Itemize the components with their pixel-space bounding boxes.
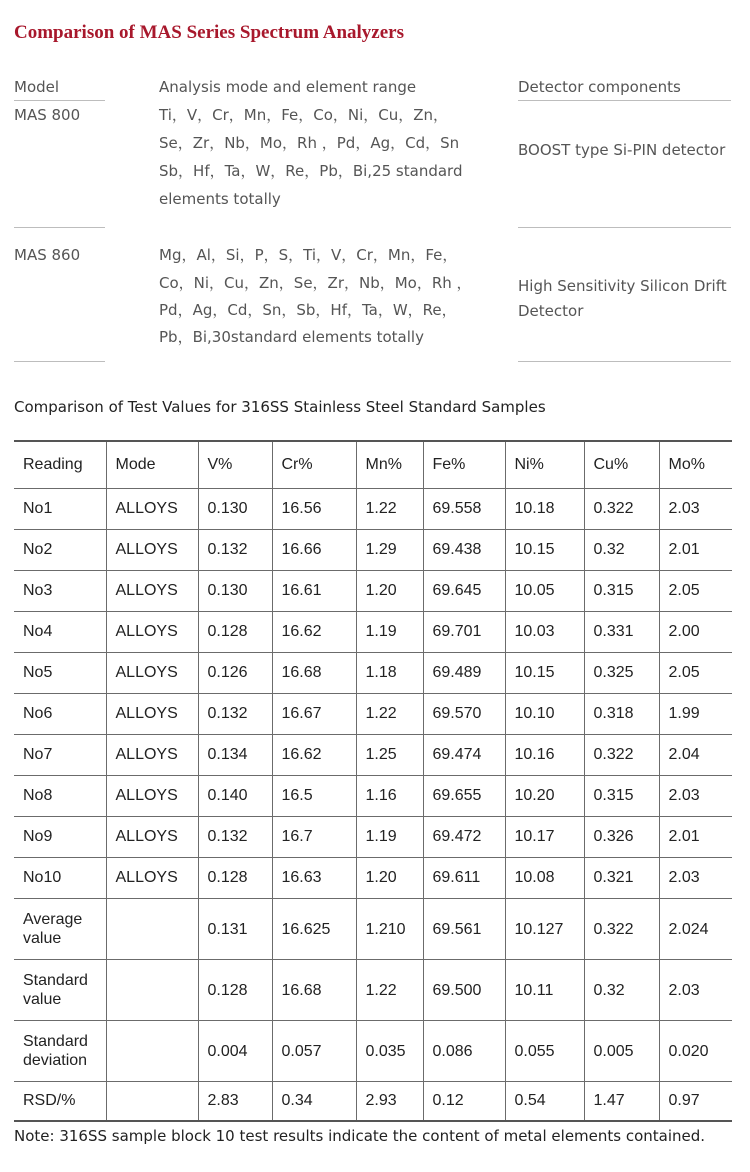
model-name-mas800: MAS 800 xyxy=(14,106,81,124)
table-cell: 2.93 xyxy=(356,1082,423,1122)
table-cell: 10.20 xyxy=(505,776,584,817)
table-row xyxy=(14,571,732,612)
table-cell: 0.322 xyxy=(584,735,659,776)
range-line: Mg，Al，Si，P，S，Ti，V，Cr，Mn，Fe， xyxy=(159,246,458,264)
table-cell: 0.140 xyxy=(198,776,272,817)
range-line: Pb，Bi,30standard elements totally xyxy=(159,328,424,346)
table-cell: 0.130 xyxy=(198,571,272,612)
test-values-table xyxy=(14,440,732,1122)
table-cell: No9 xyxy=(14,817,106,858)
table-cell: 1.20 xyxy=(356,571,423,612)
table-cell: 0.004 xyxy=(198,1021,272,1082)
table-cell: 0.326 xyxy=(584,817,659,858)
table-cell: 0.128 xyxy=(198,612,272,653)
table-cell: 69.489 xyxy=(423,653,505,694)
table-cell: ALLOYS xyxy=(106,858,198,899)
table-cell xyxy=(106,899,198,960)
table-cell: ALLOYS xyxy=(106,817,198,858)
table-cell: 69.655 xyxy=(423,776,505,817)
table-cell: 69.570 xyxy=(423,694,505,735)
model-name-mas860: MAS 860 xyxy=(14,246,81,264)
table-cell: 2.024 xyxy=(659,899,732,960)
table-cell: 1.22 xyxy=(356,960,423,1021)
table-cell: 2.01 xyxy=(659,530,732,571)
range-line: Ti，V，Cr，Mn，Fe，Co，Ni，Cu，Zn， xyxy=(159,106,449,124)
table-cell: 69.474 xyxy=(423,735,505,776)
table-cell xyxy=(106,960,198,1021)
table-cell: 1.25 xyxy=(356,735,423,776)
table-cell: Standard deviation xyxy=(14,1021,106,1082)
table-row xyxy=(14,735,732,776)
table-cell: 1.22 xyxy=(356,489,423,530)
table-row xyxy=(14,612,732,653)
table-cell: ALLOYS xyxy=(106,776,198,817)
table-cell: ALLOYS xyxy=(106,530,198,571)
column-header: Cu% xyxy=(584,441,659,489)
models-header-range: Analysis mode and element range xyxy=(159,78,417,96)
table-row xyxy=(14,530,732,571)
table-cell: 0.005 xyxy=(584,1021,659,1082)
table-cell: 10.10 xyxy=(505,694,584,735)
table-cell: 2.03 xyxy=(659,489,732,530)
table-row xyxy=(14,858,732,899)
column-header: V% xyxy=(198,441,272,489)
column-header: Fe% xyxy=(423,441,505,489)
detector-mas860-line2: Detector xyxy=(518,302,584,320)
table-cell: 0.321 xyxy=(584,858,659,899)
table-cell: ALLOYS xyxy=(106,735,198,776)
table-cell: 16.66 xyxy=(272,530,356,571)
table-cell: 10.03 xyxy=(505,612,584,653)
models-header-detector: Detector components xyxy=(518,78,681,96)
table-cell: ALLOYS xyxy=(106,489,198,530)
table-cell: 69.561 xyxy=(423,899,505,960)
table-row xyxy=(14,653,732,694)
table-cell: 10.17 xyxy=(505,817,584,858)
table-cell: 0.035 xyxy=(356,1021,423,1082)
table-cell: 2.03 xyxy=(659,960,732,1021)
table-row xyxy=(14,1082,732,1122)
table-cell: 2.05 xyxy=(659,571,732,612)
table-cell: 0.325 xyxy=(584,653,659,694)
table-cell: 0.318 xyxy=(584,694,659,735)
table-cell: 16.62 xyxy=(272,612,356,653)
table-cell: 1.22 xyxy=(356,694,423,735)
column-header: Mode xyxy=(106,441,198,489)
table-header-row xyxy=(14,441,732,489)
table-cell: 1.47 xyxy=(584,1082,659,1122)
table-row xyxy=(14,817,732,858)
detector-divider xyxy=(518,100,731,101)
table-cell: No3 xyxy=(14,571,106,612)
table-cell: 0.086 xyxy=(423,1021,505,1082)
detector-divider xyxy=(518,361,731,362)
table-row xyxy=(14,1021,732,1082)
table-cell: 1.16 xyxy=(356,776,423,817)
table-cell: No5 xyxy=(14,653,106,694)
table-cell: 0.132 xyxy=(198,817,272,858)
table-cell: 10.08 xyxy=(505,858,584,899)
table-cell: 2.03 xyxy=(659,776,732,817)
table-cell: 0.130 xyxy=(198,489,272,530)
table-cell: 0.322 xyxy=(584,899,659,960)
table-cell: 2.00 xyxy=(659,612,732,653)
table-cell: 0.128 xyxy=(198,960,272,1021)
table-cell xyxy=(106,1021,198,1082)
footnote: Note: 316SS sample block 10 test results indicate the content of metal elements contained. xyxy=(14,1127,706,1145)
table-cell: 69.558 xyxy=(423,489,505,530)
table-cell: 69.438 xyxy=(423,530,505,571)
table-cell: 10.16 xyxy=(505,735,584,776)
table-cell: 0.128 xyxy=(198,858,272,899)
table-cell: 16.61 xyxy=(272,571,356,612)
table-row xyxy=(14,899,732,960)
table-row xyxy=(14,489,732,530)
table-cell: 0.34 xyxy=(272,1082,356,1122)
column-header: Ni% xyxy=(505,441,584,489)
table-cell: 69.645 xyxy=(423,571,505,612)
range-line: Pd，Ag，Cd，Sn，Sb，Hf，Ta，W，Re， xyxy=(159,301,457,319)
table-cell: 2.03 xyxy=(659,858,732,899)
range-line: Se，Zr，Nb，Mo，Rh ，Pd，Ag，Cd，Sn xyxy=(159,134,460,152)
table-cell: ALLOYS xyxy=(106,653,198,694)
table-cell: 0.54 xyxy=(505,1082,584,1122)
column-header: Reading xyxy=(14,441,106,489)
table-cell: 16.62 xyxy=(272,735,356,776)
table-cell: 10.15 xyxy=(505,653,584,694)
table-cell: 16.63 xyxy=(272,858,356,899)
table-cell: 0.132 xyxy=(198,530,272,571)
table-cell: 2.05 xyxy=(659,653,732,694)
table-cell: 10.15 xyxy=(505,530,584,571)
table-cell: 1.19 xyxy=(356,817,423,858)
table-cell: 0.322 xyxy=(584,489,659,530)
table-cell: 16.5 xyxy=(272,776,356,817)
table-row xyxy=(14,694,732,735)
range-line: Sb，Hf，Ta，W，Re，Pb，Bi,25 standard xyxy=(159,162,463,180)
table-cell: 0.057 xyxy=(272,1021,356,1082)
table-cell: 0.020 xyxy=(659,1021,732,1082)
model-divider xyxy=(14,227,105,228)
table-cell: No2 xyxy=(14,530,106,571)
page-title: Comparison of MAS Series Spectrum Analyzers xyxy=(14,22,404,43)
table-cell xyxy=(106,1082,198,1122)
table-cell: No7 xyxy=(14,735,106,776)
table-cell: Average value xyxy=(14,899,106,960)
table-cell: No10 xyxy=(14,858,106,899)
table-cell: 69.500 xyxy=(423,960,505,1021)
table-cell: RSD/% xyxy=(14,1082,106,1122)
table-cell: 2.04 xyxy=(659,735,732,776)
table-row xyxy=(14,776,732,817)
table-cell: 2.01 xyxy=(659,817,732,858)
range-line: Co，Ni，Cu，Zn，Se，Zr，Nb，Mo，Rh ， xyxy=(159,274,472,292)
table-cell: No6 xyxy=(14,694,106,735)
column-header: Mn% xyxy=(356,441,423,489)
table-cell: 2.83 xyxy=(198,1082,272,1122)
model-divider xyxy=(14,361,105,362)
table-row xyxy=(14,960,732,1021)
table-cell: 0.12 xyxy=(423,1082,505,1122)
table-cell: ALLOYS xyxy=(106,612,198,653)
table-cell: 0.126 xyxy=(198,653,272,694)
table-cell: 10.11 xyxy=(505,960,584,1021)
table-cell: 0.32 xyxy=(584,530,659,571)
table-cell: 0.32 xyxy=(584,960,659,1021)
table-cell: ALLOYS xyxy=(106,571,198,612)
table-cell: 69.472 xyxy=(423,817,505,858)
table-cell: 0.315 xyxy=(584,571,659,612)
table-cell: 16.56 xyxy=(272,489,356,530)
table-cell: Standard value xyxy=(14,960,106,1021)
table-cell: 10.05 xyxy=(505,571,584,612)
table-cell: 16.625 xyxy=(272,899,356,960)
table-cell: 16.68 xyxy=(272,960,356,1021)
table-cell: 1.29 xyxy=(356,530,423,571)
table-cell: 10.127 xyxy=(505,899,584,960)
table-cell: 16.68 xyxy=(272,653,356,694)
table-cell: ALLOYS xyxy=(106,694,198,735)
table-cell: 0.134 xyxy=(198,735,272,776)
detector-divider xyxy=(518,227,731,228)
table-cell: 16.7 xyxy=(272,817,356,858)
table-cell: No4 xyxy=(14,612,106,653)
table-cell: 0.131 xyxy=(198,899,272,960)
table-cell: 0.97 xyxy=(659,1082,732,1122)
table-cell: No8 xyxy=(14,776,106,817)
table-cell: No1 xyxy=(14,489,106,530)
table-cell: 0.132 xyxy=(198,694,272,735)
table-cell: 69.701 xyxy=(423,612,505,653)
table-cell: 1.99 xyxy=(659,694,732,735)
table-cell: 69.611 xyxy=(423,858,505,899)
table-cell: 1.19 xyxy=(356,612,423,653)
range-line: elements totally xyxy=(159,190,281,208)
table-cell: 1.210 xyxy=(356,899,423,960)
column-header: Mo% xyxy=(659,441,732,489)
detector-mas860-line1: High Sensitivity Silicon Drift xyxy=(518,277,727,295)
table-cell: 16.67 xyxy=(272,694,356,735)
detector-mas800: BOOST type Si-PIN detector xyxy=(518,141,726,159)
table-cell: 0.315 xyxy=(584,776,659,817)
models-header-model: Model xyxy=(14,78,60,96)
table-cell: 0.331 xyxy=(584,612,659,653)
table-cell: 0.055 xyxy=(505,1021,584,1082)
table-cell: 1.20 xyxy=(356,858,423,899)
column-header: Cr% xyxy=(272,441,356,489)
table-cell: 1.18 xyxy=(356,653,423,694)
table-subtitle: Comparison of Test Values for 316SS Stainless Steel Standard Samples xyxy=(14,398,546,416)
table-cell: 10.18 xyxy=(505,489,584,530)
